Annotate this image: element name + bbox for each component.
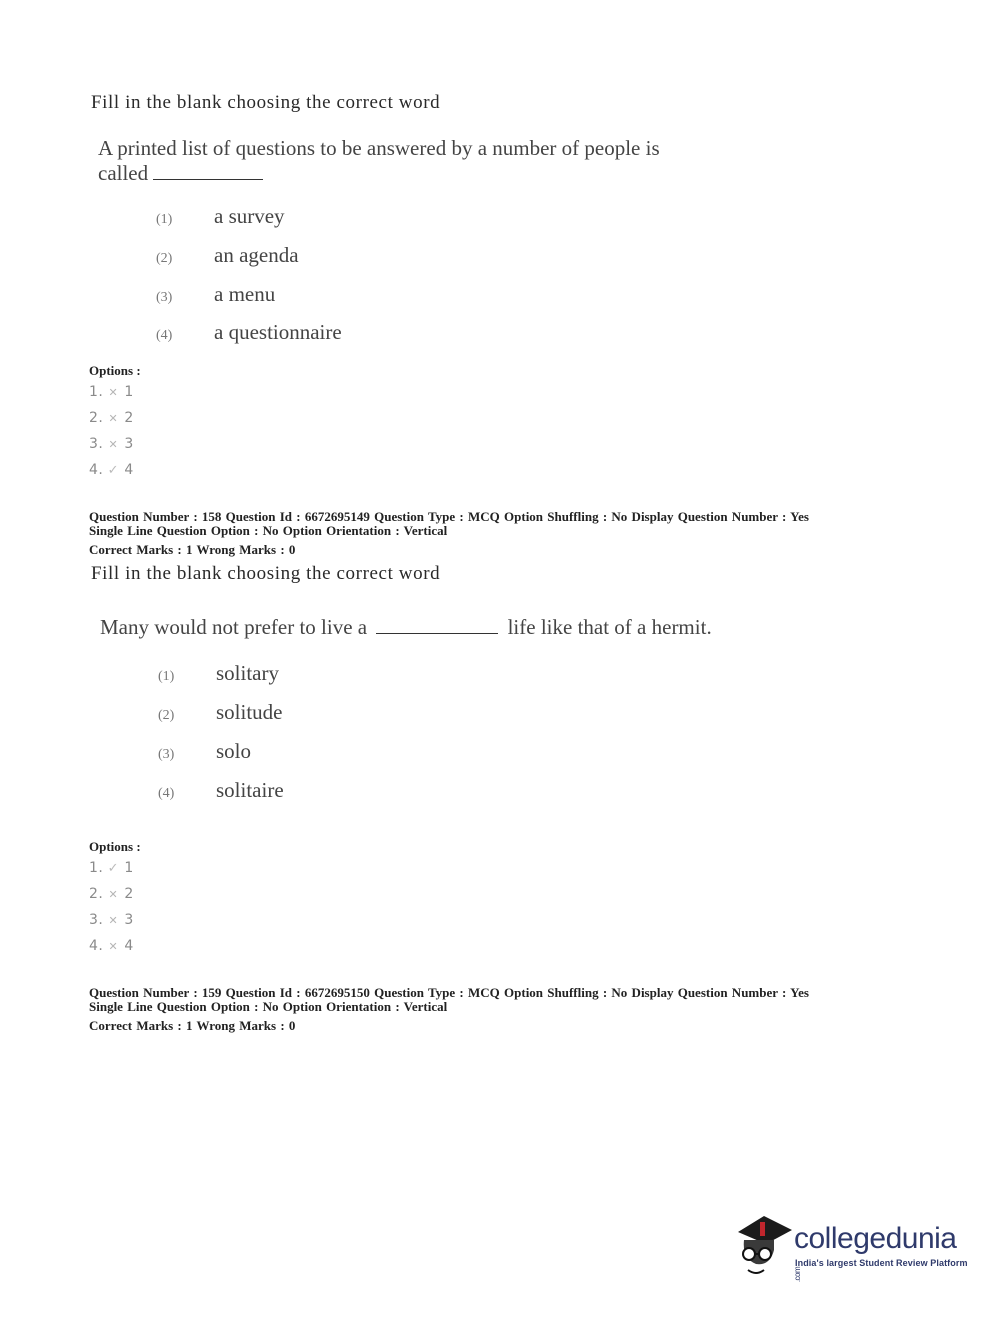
cross-icon: ✕: [108, 888, 119, 901]
option-row: [89, 938, 134, 954]
option-index: 4.: [89, 938, 104, 954]
choice-item: [158, 739, 251, 764]
cross-icon: ✕: [108, 386, 119, 399]
question-meta: [89, 510, 809, 557]
cross-icon: ✕: [108, 438, 119, 451]
choice-item: [156, 282, 275, 307]
choice-text: a questionnaire: [214, 320, 342, 344]
option-row: [89, 436, 134, 452]
option-index: 2.: [89, 886, 104, 902]
option-index: 2.: [89, 410, 104, 426]
option-value: 3: [124, 912, 134, 928]
option-value: 2: [124, 410, 134, 426]
choice-text: solitude: [216, 700, 283, 724]
question-stem-text: called: [98, 161, 149, 185]
choice-number: (2): [156, 251, 173, 266]
option-row: [89, 860, 134, 876]
option-index: 3.: [89, 912, 104, 928]
check-icon: ✓: [107, 463, 120, 478]
question-stem: [100, 615, 712, 640]
option-index: 3.: [89, 436, 104, 452]
brand-name: [794, 1222, 964, 1290]
choice-item: [158, 700, 283, 725]
brand-text: collegedunia: [794, 1222, 957, 1255]
choice-item: [156, 320, 342, 345]
mascot-icon: [734, 1210, 794, 1282]
check-icon: ✓: [107, 861, 120, 876]
question-meta-line: Single Line Question Option : No Option Orientation : Vertical: [89, 999, 448, 1014]
question-instruction: Fill in the blank choosing the correct word: [91, 92, 441, 113]
question-meta-line: Single Line Question Option : No Option Orientation : Vertical: [89, 523, 448, 538]
cross-icon: ✕: [108, 412, 119, 425]
option-index: 1.: [89, 384, 104, 400]
options-label: Options :: [89, 839, 141, 854]
option-row: [89, 410, 134, 426]
cross-icon: ✕: [108, 914, 119, 927]
question-marks-line: Correct Marks : 1 Wrong Marks : 0: [89, 1018, 296, 1033]
option-value: 1: [124, 384, 134, 400]
option-row: [89, 384, 134, 400]
question-marks-line: Correct Marks : 1 Wrong Marks : 0: [89, 542, 296, 557]
answer-blank: [153, 161, 263, 180]
option-value: 2: [124, 886, 134, 902]
question-stem-line: [98, 161, 738, 186]
question-stem-text: life like that of a hermit.: [507, 615, 712, 639]
option-row: [89, 912, 134, 928]
question-stem-text: Many would not prefer to live a: [100, 615, 368, 639]
question-instruction: Fill in the blank choosing the correct word: [91, 563, 441, 584]
option-value: 4: [124, 462, 134, 478]
options-label: Options :: [89, 363, 141, 378]
choice-number: (3): [158, 747, 175, 762]
choice-number: (2): [158, 708, 175, 723]
choice-number: (3): [156, 290, 173, 305]
question-meta: [89, 986, 809, 1033]
option-index: 1.: [89, 860, 104, 876]
question-stem: [98, 136, 738, 186]
choice-item: [156, 243, 299, 268]
brand-tld: .com: [793, 1266, 803, 1282]
choice-text: a menu: [214, 282, 276, 306]
choice-item: [158, 661, 279, 686]
choice-text: an agenda: [214, 243, 299, 267]
question-stem-line: A printed list of questions to be answered by a number of people is: [98, 136, 660, 160]
option-row: [89, 886, 134, 902]
option-index: 4.: [89, 462, 104, 478]
choice-number: (4): [156, 328, 173, 343]
collegedunia-logo: [734, 1210, 968, 1282]
answer-blank: [376, 615, 498, 634]
brand-tagline: India's largest Student Review Platform: [795, 1258, 968, 1268]
option-row: [89, 462, 134, 478]
option-value: 1: [124, 860, 134, 876]
choice-number: (1): [158, 669, 175, 684]
choice-text: a survey: [214, 204, 285, 228]
question-meta-line: Question Number : 159 Question Id : 6672695150 Question Type : MCQ Option Shuffling : No Display Question Number : Yes: [89, 985, 809, 1000]
choice-item: [158, 778, 284, 803]
choice-text: solitary: [216, 661, 279, 685]
choice-text: solitaire: [216, 778, 284, 802]
question-meta-line: Question Number : 158 Question Id : 6672695149 Question Type : MCQ Option Shuffling : No Display Question Number : Yes: [89, 509, 809, 524]
choice-item: [156, 204, 285, 229]
option-value: 4: [124, 938, 134, 954]
choice-number: (4): [158, 786, 175, 801]
choice-number: (1): [156, 212, 173, 227]
choice-text: solo: [216, 739, 252, 763]
option-value: 3: [124, 436, 134, 452]
cross-icon: ✕: [108, 940, 119, 953]
